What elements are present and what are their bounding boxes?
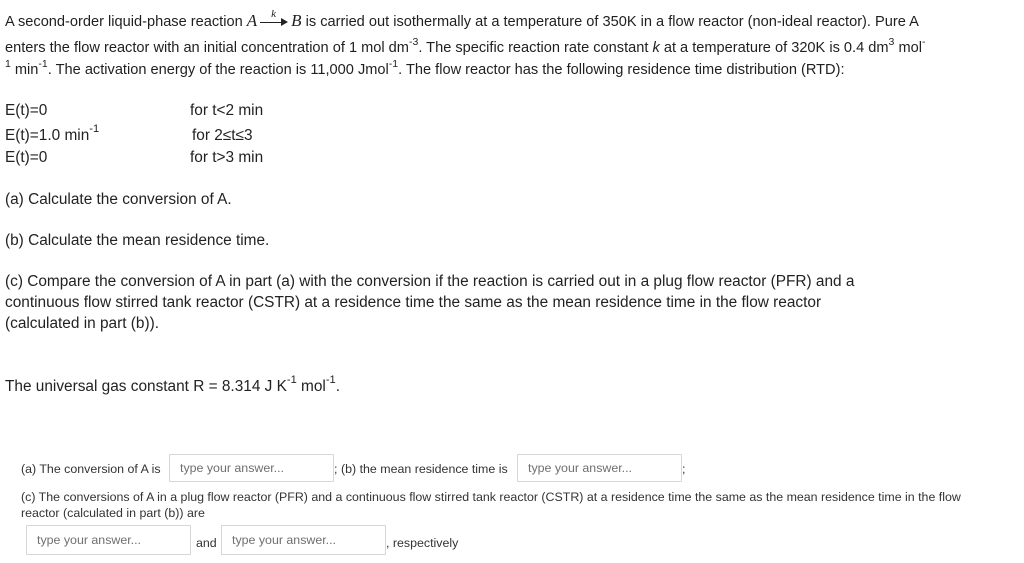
respectively-label: , respectively [386, 536, 459, 550]
part-a-question: (a) Calculate the conversion of A. [5, 191, 232, 208]
answer-c-label-line-2: reactor (calculated in part (b)) are [21, 506, 205, 520]
gas-constant-text: . [335, 378, 340, 395]
rtd-expr-2 [5, 125, 99, 146]
problem-text: . The flow reactor has the following residence time distribution (RTD): [398, 62, 845, 78]
part-b-question: (b) Calculate the mean residence time. [5, 232, 270, 249]
superscript: 3 [888, 35, 895, 48]
answer-a-input[interactable] [169, 454, 334, 482]
and-label: and [196, 536, 217, 550]
problem-text: enters the flow reactor with an initial concentration of 1 mol dm [5, 40, 409, 56]
superscript: -1 [286, 374, 297, 387]
superscript: -1 [38, 57, 48, 70]
superscript: -1 [89, 123, 100, 136]
superscript: -3 [408, 35, 419, 48]
answer-c-pfr-input[interactable] [26, 525, 191, 555]
separator: ; [682, 462, 686, 476]
rtd-expr-1: E(t)=0 [5, 102, 48, 119]
rtd-expr-text: E(t)=1.0 min [5, 127, 90, 144]
answer-c-label-line-1: (c) The conversions of A in a plug flow reactor (PFR) and a continuous flow stirred tank reactor (CSTR) at a residence time the same as the mean residence time in the flow [21, 490, 961, 504]
reaction-arrow-icon [260, 8, 288, 27]
answer-a-label: (a) The conversion of A is [21, 462, 161, 476]
superscript: -1 [325, 374, 336, 387]
part-c-question-line-2: continuous flow stirred tank reactor (CSTR) at a residence time the same as the mean residence time in the flow reactor [5, 294, 822, 311]
problem-text: is carried out isothermally at a temperature of 350K in a flow reactor (non-ideal reactor). Pure A [301, 14, 919, 30]
gas-constant-text: The universal gas constant R = 8.314 J K [5, 378, 287, 395]
part-c-question-line-3: (calculated in part (b)). [5, 315, 159, 332]
answer-b-input[interactable] [517, 454, 682, 482]
problem-line-1 [5, 10, 919, 33]
answer-c-cstr-input[interactable] [221, 525, 386, 555]
problem-text: at a temperature of 320K is 0.4 dm [659, 40, 889, 56]
problem-line-3 [5, 57, 845, 81]
superscript: 1 [5, 57, 11, 70]
product-symbol: B [291, 11, 302, 30]
rate-constant-symbol: k [652, 40, 660, 56]
problem-text: . The activation energy of the reaction is 11,000 Jmol [47, 62, 389, 78]
superscript: - [921, 35, 926, 48]
problem-text: mol [894, 40, 922, 56]
gas-constant-note [5, 374, 340, 396]
rtd-cond-3: for t>3 min [190, 149, 264, 166]
superscript: -1 [388, 57, 399, 70]
problem-text: A second-order liquid-phase reaction [5, 14, 247, 30]
reactant-symbol: A [246, 11, 258, 30]
answer-b-label: (b) the mean residence time is [341, 462, 508, 476]
rate-constant-symbol: k [271, 8, 277, 21]
separator: ; [334, 462, 338, 476]
problem-text: . The specific reaction rate constant [418, 40, 653, 56]
problem-text: min [10, 62, 39, 78]
rtd-cond-1: for t<2 min [190, 102, 264, 119]
gas-constant-text: mol [296, 378, 326, 395]
part-c-question-line-1: (c) Compare the conversion of A in part (a) with the conversion if the reaction is carried out in a plug flow reactor (PFR) and a [5, 273, 855, 290]
problem-line-2 [5, 35, 926, 59]
rtd-expr-3: E(t)=0 [5, 149, 48, 166]
rtd-cond-2: for 2≤t≤3 [192, 127, 253, 144]
